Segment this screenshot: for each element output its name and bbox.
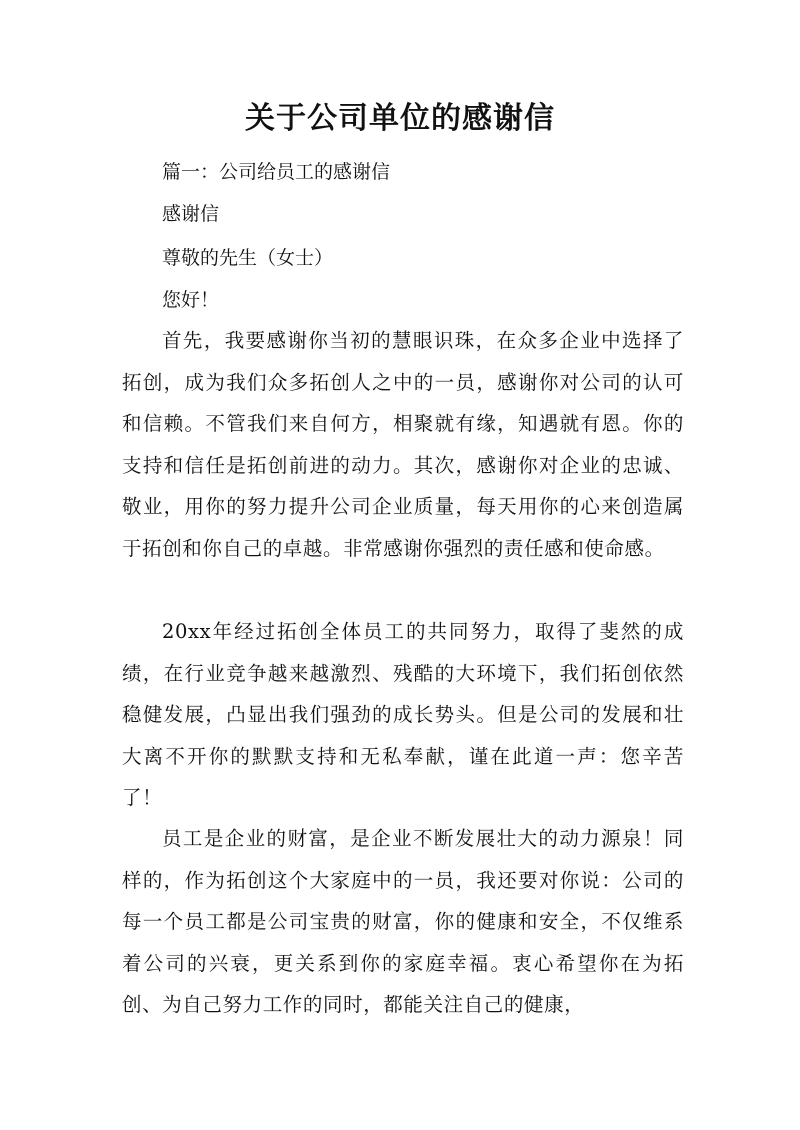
greeting: 您好！	[162, 289, 220, 311]
salutation: 尊敬的先生（女士）	[162, 247, 334, 269]
letter-title: 感谢信	[162, 203, 220, 225]
section-heading: 篇一：公司给员工的感谢信	[162, 161, 391, 183]
body-paragraph-1: 首先，我要感谢你当初的慧眼识珠，在众多企业中选择了拓创，成为我们众多拓创人之中的一员，感谢你对公司的认可和信赖。不管我们来自何方，相聚就有缘，知遇就有恩。你的支持和信任是拓创前进的动力。其次，感谢你对企业的忠诚、敬业，用你的努力提升公司企业质量，每天用你的心来创造属于拓创和你自己的卓越。非常感谢你强烈的责任感和使命感。	[122, 329, 684, 560]
document-title: 关于公司单位的感谢信	[245, 101, 555, 136]
body-paragraph-3: 员工是企业的财富，是企业不断发展壮大的动力源泉！同样的，作为拓创这个大家庭中的一员，我还要对你说：公司的每一个员工都是公司宝贵的财富，你的健康和安全，不仅维系着公司的兴衰，更关系到你的家庭幸福。衷心希望你在为拓创、为自己努力工作的同时，都能关注自己的健康，	[122, 827, 684, 1016]
body-paragraph-2: 20xx年经过拓创全体员工的共同努力，取得了斐然的成绩，在行业竞争越来越激烈、残酷的大环境下，我们拓创依然稳健发展，凸显出我们强劲的成长势头。但是公司的发展和壮大离不开你的默默支持和无私奉献，谨在此道一声：您辛苦了！	[122, 620, 684, 809]
